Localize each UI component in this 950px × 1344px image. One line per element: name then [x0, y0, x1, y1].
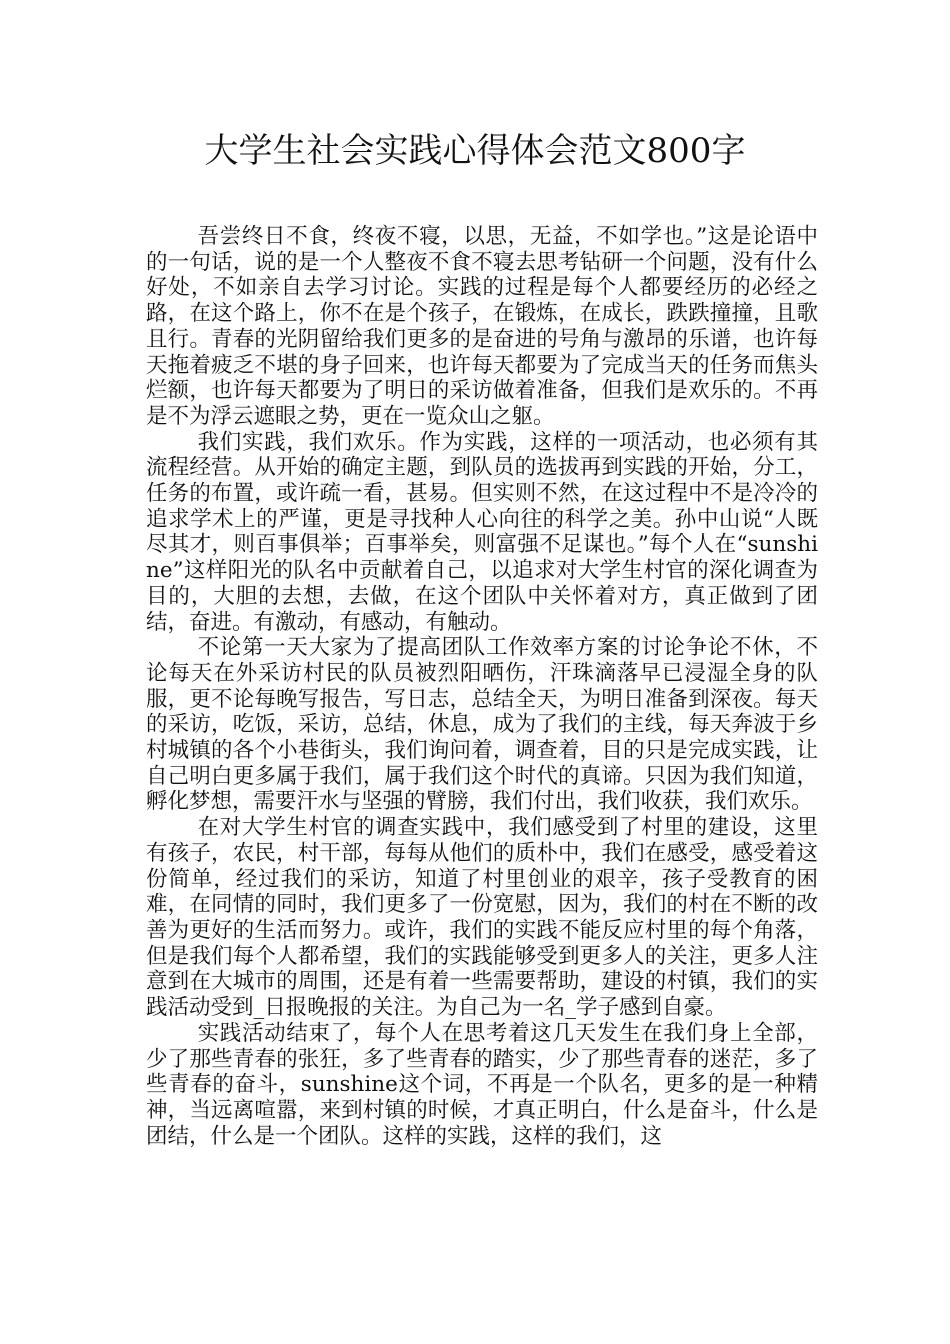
paragraph-5: 实践活动结束了，每个人在思考着这几天发生在我们身上全部，少了那些青春的张狂，多了些青春的踏实，少了那些青春的迷茫，多了些青春的奋斗，sunshine这个词，不再是一个队名，更多的是一种精神，当远离喧嚣，来到村镇的时候，才真正明白，什么是奋斗，什么是团结，什么是一个团队。这样的实践，这样的我们，这 [146, 1020, 818, 1149]
paragraph-1: 吾尝终日不食，终夜不寝，以思，无益，不如学也。”这是论语中的一句话，说的是一个人整夜不食不寝去思考钻研一个问题，没有什么好处，不如亲自去学习讨论。实践的过程是每个人都要经历的必经之路，在这个路上，你不在是个孩子，在锻炼，在成长，跌跌撞撞，且歌且行。青春的光阴留给我们更多的是奋进的号角与激昂的乐谱，也许每天拖着疲乏不堪的身子回来，也许每天都要为了完成当天的任务而焦头烂额，也许每天都要为了明日的采访做着准备，但我们是欢乐的。不再是不为浮云遮眼之势，更在一览众山之躯。 [146, 224, 818, 429]
paragraph-3: 不论第一天大家为了提高团队工作效率方案的讨论争论不休，不论每天在外采访村民的队员被烈阳晒伤，汗珠滴落早已浸湿全身的队服，更不论每晚写报告，写日志，总结全天，为明日准备到深夜。每天的采访，吃饭，采访，总结，休息，成为了我们的主线，每天奔波于乡村城镇的各个小巷街头，我们询问着，调查着，目的只是完成实践，让自己明白更多属于我们，属于我们这个时代的真谛。只因为我们知道，孵化梦想，需要汗水与坚强的臂膀，我们付出，我们收获，我们欢乐。 [146, 635, 818, 815]
paragraph-2: 我们实践，我们欢乐。作为实践，这样的一项活动，也必须有其流程经营。从开始的确定主题，到队员的选拔再到实践的开始，分工，任务的布置，或许疏一看，甚易。但实则不然，在这过程中不是冷冷的追求学术上的严谨，更是寻找种人心向往的科学之美。孙中山说“人既尽其才，则百事俱举；百事举矣，则富强不足谋也。”每个人在“sunshine”这样阳光的队名中贡献着自己，以追求对大学生村官的深化调查为目的，大胆的去想，去做，在这个团队中关怀着对方，真正做到了团结，奋进。有激动，有感动，有触动。 [146, 429, 818, 635]
document-title: 大学生社会实践心得体会范文800字 [204, 131, 746, 171]
paragraph-4: 在对大学生村官的调查实践中，我们感受到了村里的建设，这里有孩子，农民，村干部，每每从他们的质朴中，我们在感受，感受着这份简单，经过我们的采访，知道了村里创业的艰辛，孩子受教育的困难，在同情的同时，我们更多了一份宽慰，因为，我们的村在不断的改善为更好的生活而努力。或许，我们的实践不能反应村里的每个角落，但是我们每个人都希望，我们的实践能够受到更多人的关注，更多人注意到在大城市的周围，还是有着一些需要帮助，建设的村镇，我们的实践活动受到_日报晚报的关注。为自己为一名_学子感到自豪。 [146, 815, 818, 1021]
document-body [146, 224, 818, 1149]
